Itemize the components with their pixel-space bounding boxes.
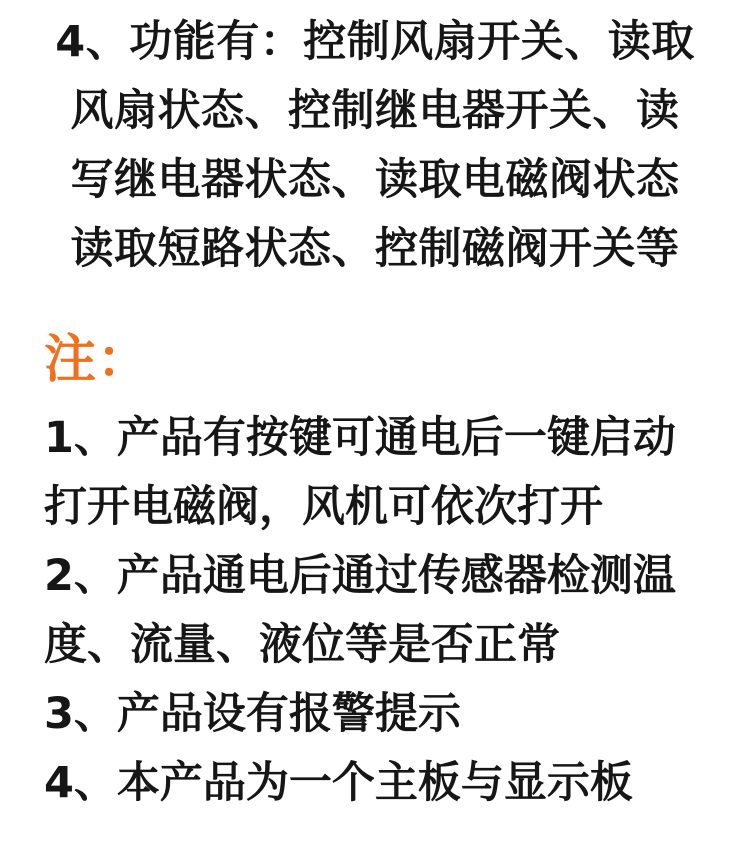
note-3-line-1: 3、产品设有报警提示	[44, 689, 461, 739]
note-item	[18, 404, 732, 542]
note-item	[18, 680, 732, 749]
note-item	[18, 542, 732, 680]
note-1-line-2: 打开电磁阀，风机可依次打开	[44, 482, 603, 532]
feature-line-4: 读取短路状态、控制磁阀开关等	[70, 224, 680, 274]
feature-line-3: 写继电器状态、读取电磁阀状态	[70, 155, 680, 205]
note-1-line-1: 1、产品有按键可通电后一键启动	[44, 413, 676, 463]
feature-line-1: 4、功能有：控制风扇开关、读取	[55, 17, 695, 67]
note-2-line-2: 度、流量、液位等是否正常	[44, 620, 560, 670]
note-4-line-1: 4、本产品为一个主板与显示板	[44, 758, 633, 808]
feature-line-2: 风扇状态、控制继电器开关、读	[70, 86, 680, 136]
note-list	[18, 404, 732, 818]
note-heading: 注：	[44, 330, 151, 390]
feature-paragraph	[18, 8, 732, 284]
note-item	[18, 749, 732, 818]
note-2-line-1: 2、产品通电后通过传感器检测温	[44, 551, 676, 601]
